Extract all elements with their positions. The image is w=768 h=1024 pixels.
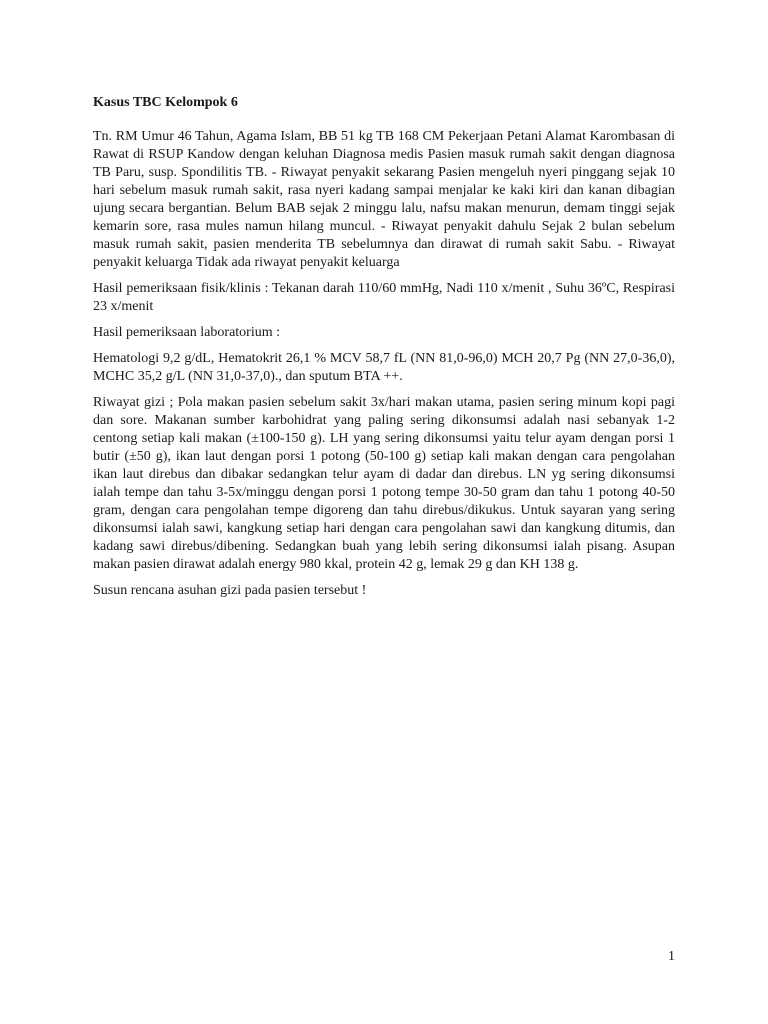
page-number: 1: [668, 949, 675, 964]
document-title: Kasus TBC Kelompok 6: [93, 95, 238, 110]
physical-exam-paragraph: Hasil pemeriksaan fisik/klinis : Tekanan darah 110/60 mmHg, Nadi 110 x/menit , Suhu 36ºC, Respirasi 23 x/menit: [93, 281, 675, 314]
case-description-paragraph: Tn. RM Umur 46 Tahun, Agama Islam, BB 51 kg TB 168 CM Pekerjaan Petani Alamat Karombasan di Rawat di RSUP Kandow dengan keluhan Diagnosa medis Pasien masuk rumah sakit dengan diagnosa TB Paru, susp. Spondilitis TB. - Riwayat penyakit sekarang Pasien mengeluh nyeri pinggang sejak 10 hari sebelum masuk rumah sakit, rasa nyeri kadang sampai menjalar ke kaki kiri dan kanan dibagian ujung secara bergantian. Belum BAB sejak 2 minggu lalu, nafsu makan menurun, demam tinggi sejak kemarin sore, rasa mules namun hilang muncul. - Riwayat penyakit dahulu Sejak 2 bulan sebelum masuk rumah sakit, pasien menderita TB sebelumnya dan dirawat di rumah sakit Sabu. - Riwayat penyakit keluarga Tidak ada riwayat penyakit keluarga: [93, 129, 675, 270]
lab-exam-heading: Hasil pemeriksaan laboratorium :: [93, 325, 280, 340]
task-instruction-paragraph: Susun rencana asuhan gizi pada pasien tersebut !: [93, 583, 367, 598]
hematology-paragraph: Hematologi 9,2 g/dL, Hematokrit 26,1 % MCV 58,7 fL (NN 81,0-96,0) MCH 20,7 Pg (NN 27,0-36,0), MCHC 35,2 g/L (NN 31,0-37,0)., dan sputum BTA ++.: [93, 351, 675, 384]
nutrition-history-paragraph: Riwayat gizi ; Pola makan pasien sebelum sakit 3x/hari makan utama, pasien sering minum kopi pagi dan sore. Makanan sumber karbohidrat yang paling sering dikonsumsi adalah nasi sebanyak 1-2 centong setiap kali makan (±100-150 g). LH yang sering dikonsumsi yaitu telur ayam dengan porsi 1 butir (±50 g), ikan laut dengan porsi 1 potong (50-100 g) setiap kali makan dengan cara pengolahan ikan laut direbus dan dibakar sedangkan telur ayam di dadar dan direbus. LN yg sering dikonsumsi ialah tempe dan tahu 3-5x/minggu dengan porsi 1 potong tempe 30-50 gram dan tahu 1 potong 40-50 gram, dengan cara pengolahan tempe digoreng dan tahu direbus/dikukus. Untuk sayaran yang sering dikonsumsi ialah sawi, kangkung setiap hari dengan cara pengolahan sawi dan kangkung ditumis, dan kadang sawi direbus/dibening. Sedangkan buah yang lebih sering dikonsumsi ialah pisang. Asupan makan pasien dirawat adalah energy 980 kkal, protein 42 g, lemak 29 g dan KH 138 g.: [93, 395, 675, 572]
document-body: [93, 94, 675, 608]
